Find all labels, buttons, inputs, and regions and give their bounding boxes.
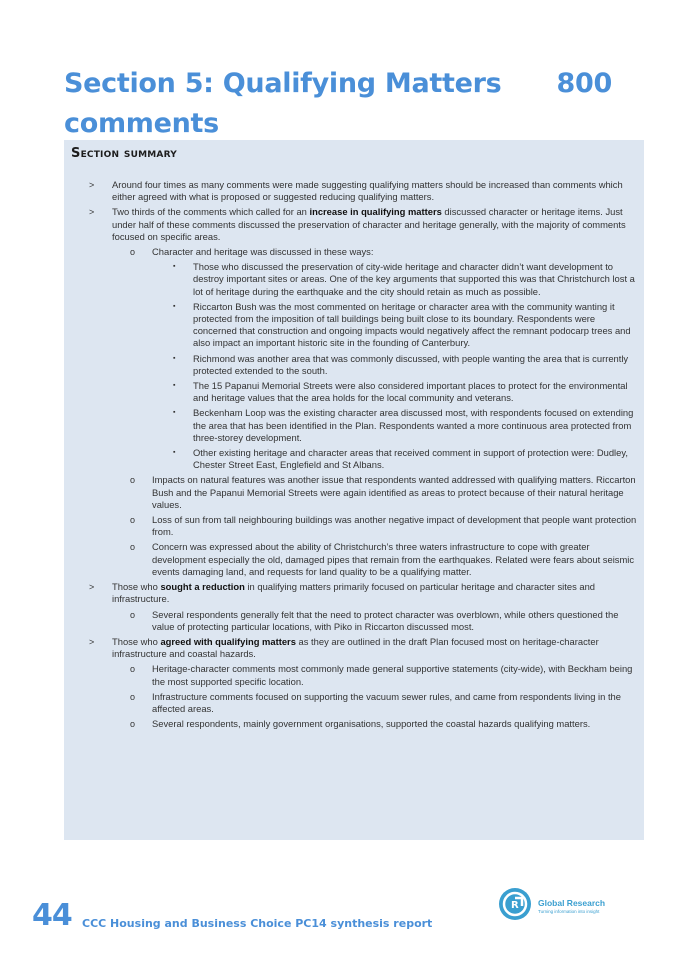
section-title	[64, 64, 624, 144]
list-item	[64, 636, 644, 660]
item-text: Impacts on natural features was another issue that respondents wanted addressed with qualifying matters. Riccarton Bush and the Papanui Memorial Streets were again identified as areas to protect because of their natural heritage values.	[152, 474, 636, 510]
item-text: Around four times as many comments were made suggesting qualifying matters should be increased than comments which either agreed with what is proposed or suggested reducing qualifying matters.	[112, 179, 623, 203]
list-item	[64, 246, 644, 258]
bullet-marker: >	[89, 207, 95, 218]
item-text: The 15 Papanui Memorial Streets were also considered important places to protect for the environmental and heritage values that the area holds for the local community and veterans.	[193, 380, 628, 404]
item-text: in qualifying matters primarily focused on particular heritage and character sites and infrastructure.	[112, 581, 596, 605]
item-text: Two thirds of the comments which called for an	[112, 206, 310, 218]
bullet-marker: o	[130, 691, 136, 702]
item-text: Other existing heritage and character areas that received comment in support of protection were: Dudley, Chester Street East, Englefield and St Albans.	[193, 447, 628, 471]
item-text: Several respondents, mainly government organisations, supported the coastal hazards qualifying matters.	[152, 718, 591, 730]
item-text: Those who	[112, 635, 161, 647]
bullet-marker: o	[130, 515, 136, 526]
list-item	[64, 514, 644, 538]
highlighted-phrase: agreed with qualifying matters	[160, 635, 296, 647]
bullet-marker: >	[89, 180, 95, 190]
list-item	[64, 261, 644, 298]
list-item	[64, 718, 644, 730]
bullet-marker: ▪	[173, 354, 176, 362]
item-text: Several respondents generally felt that the need to protect character was overblown, while others questioned the value of protecting particular locations, with Piko in Riccarton discussed most.	[152, 608, 619, 632]
list-item	[64, 447, 644, 471]
highlighted-phrase: increase in qualifying matters	[309, 206, 442, 218]
bullet-marker: o	[130, 475, 136, 486]
list-item	[64, 179, 644, 203]
bullet-marker: o	[130, 609, 136, 620]
item-text: Beckenham Loop was the existing character area discussed most, with respondents focused on extending the area that has been identified in the Plan. Respondents wanted a more continuous area protected from three-storey development.	[193, 407, 634, 443]
list-item	[64, 663, 644, 687]
bullet-marker: o	[130, 247, 136, 258]
bullet-marker: ▪	[173, 263, 176, 271]
comment-count: 800	[556, 68, 612, 99]
item-text: Riccarton Bush was the most commented on heritage or character area with the community wanting it protected from the imposition of tall buildings being built close to its boundary. Respondents were concerned that construction and ongoing impacts would negatively affect the remnant podocarp trees and also impact an important historic site in the founding of Canterbury.	[193, 300, 631, 349]
svg-text:R: R	[511, 900, 519, 911]
list-item	[64, 581, 644, 605]
logo-name: Global Research	[538, 898, 606, 908]
list-item	[64, 380, 644, 404]
list-item	[64, 609, 644, 633]
item-text: Concern was expressed about the ability of Christchurch’s three waters infrastructure to cope with greater development especially the old, damaged pipes that remain from the earthquakes. Related were fears about seismic events damaging land, and requests for land quality to be a qualifying matter.	[152, 541, 635, 577]
section-summary-box	[64, 140, 644, 840]
summary-content	[64, 179, 644, 733]
item-text: Character and heritage was discussed in these ways:	[152, 246, 374, 258]
item-text: Heritage-character comments most commonly made general supportive statements (city-wide), with Beckham being the most supported specific location.	[152, 663, 633, 687]
bullet-marker: o	[130, 719, 136, 730]
list-item	[64, 541, 644, 578]
item-text: as they are outlined in the draft Plan focused most on heritage-character infrastructure and coastal hazards.	[112, 635, 599, 660]
logo-tagline: Turning information into insight	[538, 909, 600, 914]
list-item	[64, 691, 644, 715]
bullet-marker: ▪	[173, 449, 176, 457]
list-item	[64, 474, 644, 511]
bullet-marker: ▪	[173, 302, 176, 310]
highlighted-phrase: sought a reduction	[160, 581, 245, 593]
title-line-1: Section 5: Qualifying Matters	[64, 68, 502, 99]
title-line-2: comments	[64, 108, 219, 139]
bullet-marker: o	[130, 542, 136, 553]
bullet-marker: >	[89, 636, 95, 647]
list-item	[64, 407, 644, 444]
item-text: Infrastructure comments focused on supporting the vacuum sewer rules, and came from respondents living in the affected areas.	[152, 690, 621, 714]
section-summary-heading: Section summary	[71, 146, 177, 161]
item-text: discussed character or heritage items. Just under half of these comments discussed the preservation of character and heritage generally, with the majority of comments focused on specific areas.	[112, 206, 626, 242]
bullet-marker: ▪	[173, 382, 176, 390]
list-item	[64, 301, 644, 350]
report-title: CCC Housing and Business Choice PC14 synthesis report	[82, 917, 433, 930]
item-text: Loss of sun from tall neighbouring buildings was another negative impact of development that people want protection from.	[152, 514, 637, 538]
item-text: Those who	[112, 581, 161, 593]
page-number: 44	[32, 898, 72, 933]
item-text: Richmond was another area that was commonly discussed, with people wanting the area that is currently protected extended to the south.	[193, 352, 629, 376]
list-item	[64, 206, 644, 243]
item-text: Those who discussed the preservation of city-wide heritage and character didn’t want development to destroy important sites or areas. One of the key arguments that supported this was that Christchurch lost a lot of heritage during the earthquake and the city should retain as much as possible.	[193, 261, 635, 297]
list-item	[64, 353, 644, 377]
bullet-marker: >	[89, 582, 95, 593]
bullet-marker: o	[130, 664, 136, 675]
bullet-marker: ▪	[173, 409, 176, 417]
